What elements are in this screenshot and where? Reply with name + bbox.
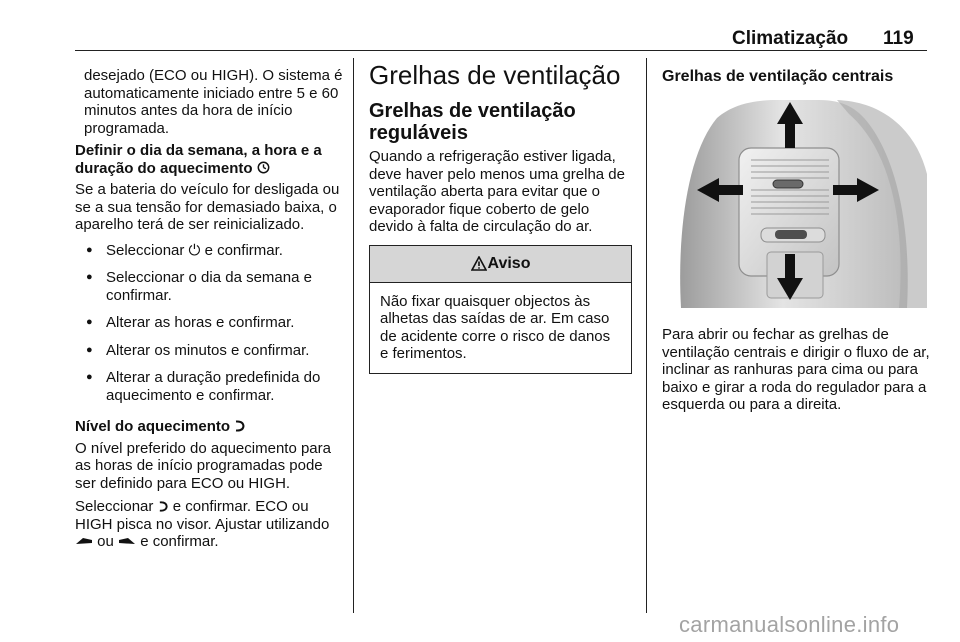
warning-triangle-icon — [471, 256, 487, 271]
heating-level-paragraph: O nível preferido do aquecimento para as horas de início programadas pode ser definido para ECO ou HIGH. — [75, 439, 331, 492]
warning-box — [369, 245, 632, 374]
list-item: ● Alterar os minutos e confirmar. — [75, 342, 343, 360]
central-vent-illustration — [659, 94, 927, 308]
select-level-paragraph — [75, 498, 343, 551]
warning-header — [370, 246, 631, 283]
heading-set-day-time — [75, 142, 343, 177]
column-divider-2 — [646, 58, 647, 613]
regulator-wheel — [775, 230, 807, 239]
continued-paragraph: desejado (ECO ou HIGH). O sistema é automaticamente iniciado entre 5 e 60 minutos antes da hora de início programada. — [84, 67, 343, 137]
watermark: carmanualsonline.info — [679, 612, 900, 637]
central-vents-paragraph: Para abrir ou fechar as grelhas de ventilação centrais e dirigir o fluxo de ar, inclinar as ranhuras para cima ou para baixo e girar a roda do regulador para a esquerda ou para a direita. — [662, 326, 930, 413]
list-item: ● Alterar as horas e confirmar. — [75, 314, 343, 332]
column-2 — [369, 60, 632, 374]
heading-heating-level-text: Nível do aquecimento — [75, 418, 231, 435]
adjust-left-icon — [75, 536, 93, 546]
column-divider-1 — [353, 58, 354, 613]
header-rule — [75, 50, 927, 51]
column-1 — [75, 60, 343, 551]
heading-heating-level — [75, 418, 343, 436]
header-title: Climatização — [732, 28, 849, 49]
list-item: ● Seleccionar o dia da semana e confirmar. — [75, 269, 343, 304]
adjust-right-icon — [118, 536, 136, 546]
heating-level-icon — [234, 419, 246, 433]
refrigeration-paragraph: Quando a refrigeração estiver ligada, deve haver pelo menos uma grelha de ventilação aberta para evitar que o evaporador fique coberto de gelo devido à falta de circulação do ar. — [369, 148, 625, 235]
list-item: ● Alterar a duração predefinida do aquecimento e confirmar. — [75, 369, 343, 404]
select-level-text-d: e confirmar. — [140, 533, 219, 550]
heading-set-day-time-text: Definir o dia da semana, a hora e a duração do aquecimento — [75, 142, 322, 177]
heating-level-icon — [158, 500, 169, 513]
central-vents-heading: Grelhas de ventilação centrais — [662, 68, 894, 85]
battery-paragraph: Se a bateria do veículo for desligada ou se a sua tensão for demasiado baixa, o aparelho terá de ser reinicializado. — [75, 181, 340, 233]
vent-tab — [773, 180, 803, 188]
warning-title: Aviso — [487, 254, 531, 272]
select-level-text-b: e confirmar. ECO ou HIGH pisca no visor. Ajustar utilizando — [75, 498, 330, 533]
subsection-title: Grelhas de ventilação reguláveis — [369, 100, 576, 144]
section-title: Grelhas de ventilação — [369, 60, 621, 90]
clock-icon — [257, 161, 270, 174]
select-level-text-c: ou — [97, 533, 114, 550]
warning-text: Não fixar quaisquer objectos às alhetas das saídas de ar. Em caso de acidente corre o risco de danos e ferimentos. — [380, 292, 611, 362]
page-number: 119 — [883, 28, 914, 49]
column-3 — [662, 60, 930, 414]
list-item: ● Seleccionar ⏻ e confirmar. — [75, 242, 343, 260]
select-level-text-a: Seleccionar — [75, 498, 154, 515]
steps-list — [75, 242, 343, 405]
